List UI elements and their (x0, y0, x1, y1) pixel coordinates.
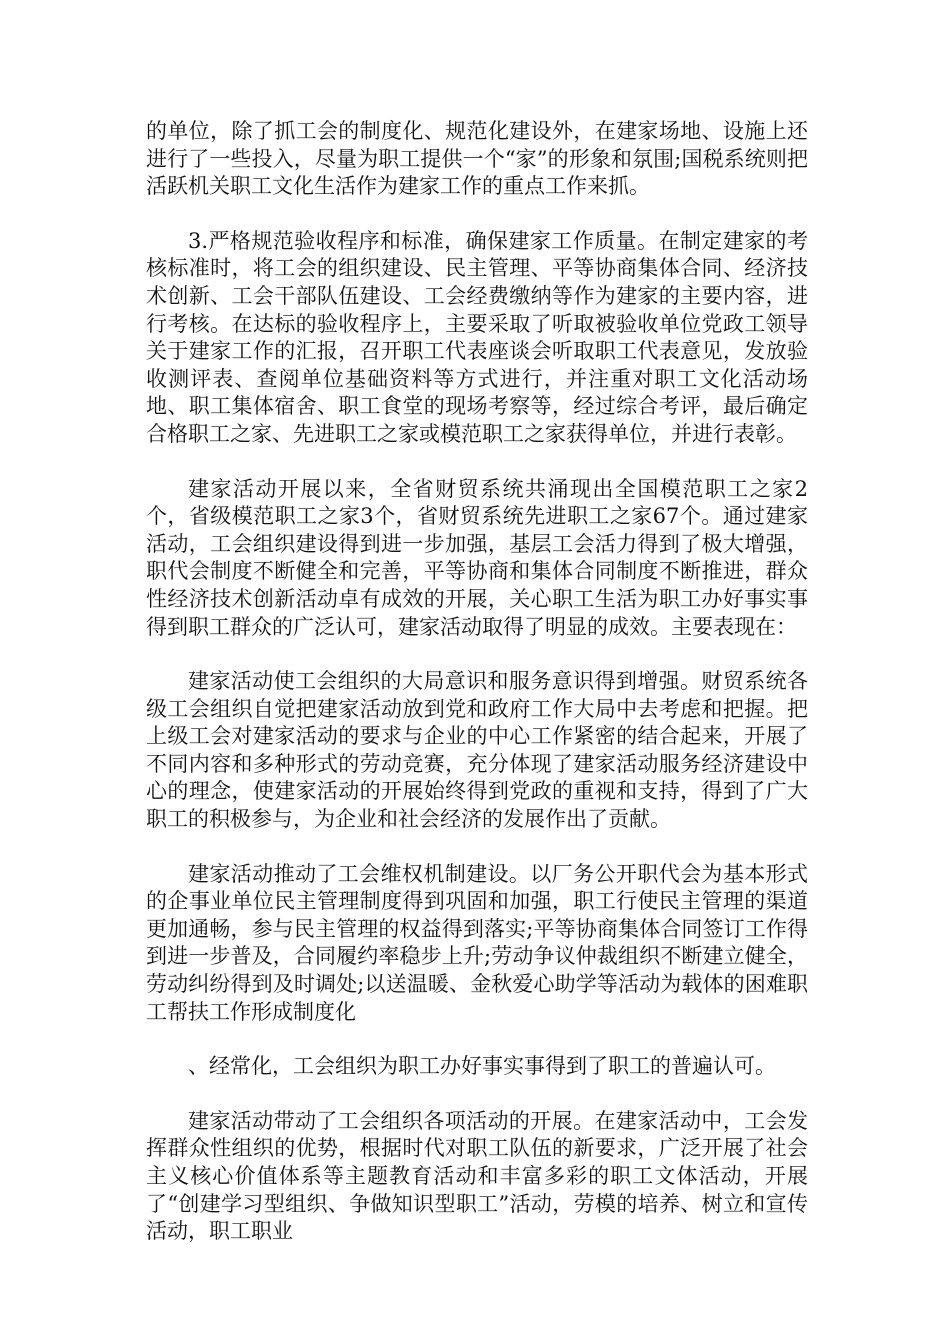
document-body (146, 118, 808, 1273)
paragraph-1: 的单位，除了抓工会的制度化、规范化建设外，在建家场地、设施上还进行了一些投入，尽量为职工提供一个“家”的形象和氛围;国税系统则把活跃机关职工文化生活作为建家工作的重点工作来抓。 (146, 119, 808, 199)
paragraph-7: 建家活动带动了工会组织各项活动的开展。在建家活动中，工会发挥群众性组织的优势，根据时代对职工队伍的新要求，广泛开展了社会主义核心价值体系等主题教育活动和丰富多彩的职工文体活动，开展了“创建学习型组织、争做知识型职工”活动，劳模的培养、树立和宣传活动，职工职业 (146, 1108, 808, 1244)
paragraph-5: 建家活动推动了工会维权机制建设。以厂务公开职代会为基本形式的企事业单位民主管理制度得到巩固和加强，职工行使民主管理的渠道更加通畅，参与民主管理的权益得到落实;平等协商集体合同签订工作得到进一步普及，合同履约率稳步上升;劳动争议仲裁组织不断建立健全，劳动纠纷得到及时调处;以送温暖、金秋爱心助学等活动为载体的困难职工帮扶工作形成制度化 (146, 861, 808, 1024)
paragraph-2: 3.严格规范验收程序和标准，确保建家工作质量。在制定建家的考核标准时，将工会的组织建设、民主管理、平等协商集体合同、经济技术创新、工会干部队伍建设、工会经费缴纳等作为建家的主要内容，进行考核。在达标的验收程序上，主要采取了听取被验收单位党政工领导关于建家工作的汇报，召开职工代表座谈会听取职工代表意见，发放验收测评表、查阅单位基础资料等方式进行，并注重对职工文化活动场地、职工集体宿舍、职工食堂的现场考察等，经过综合考评，最后确定合格职工之家、先进职工之家或模范职工之家获得单位，并进行表彰。 (146, 228, 808, 446)
paragraph-3: 建家活动开展以来，全省财贸系统共涌现出全国模范职工之家2个，省级模范职工之家3个，省财贸系统先进职工之家67个。通过建家活动，工会组织建设得到进一步加强，基层工会活力得到了极大增强，职代会制度不断健全和完善，平等协商和集体合同制度不断推进，群众性经济技术创新活动卓有成效的开展，关心职工生活为职工办好事实事得到职工群众的广泛认可，建家活动取得了明显的成效。主要表现在： (146, 476, 808, 639)
paragraph-4: 建家活动使工会组织的大局意识和服务意识得到增强。财贸系统各级工会组织自觉把建家活动放到党和政府工作大局中去考虑和把握。把上级工会对建家活动的要求与企业的中心工作紧密的结合起来，开展了不同内容和多种形式的劳动竞赛，充分体现了建家活动服务经济建设中心的理念，使建家活动的开展始终得到党政的重视和支持，得到了广大职工的积极参与，为企业和社会经济的发展作出了贡献。 (146, 669, 808, 832)
paragraph-6: 、经常化，工会组织为职工办好事实事得到了职工的普遍认可。 (188, 1054, 776, 1079)
